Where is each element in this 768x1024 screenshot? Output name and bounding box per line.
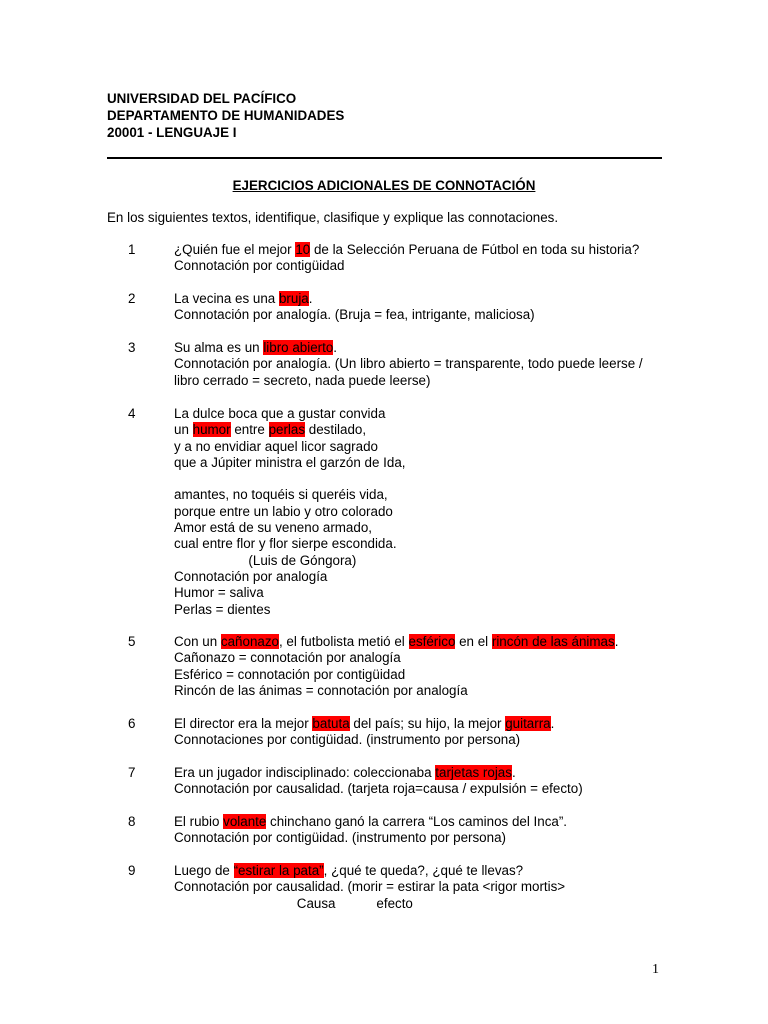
- exercise-line: [174, 471, 674, 487]
- exercise-line: [174, 716, 674, 732]
- instructions: En los siguientes textos, identifique, clasifique y explique las connotaciones.: [107, 210, 559, 225]
- highlighted-term: tarjetas rojas: [435, 765, 512, 780]
- text-segment: Con un: [174, 634, 221, 649]
- exercise-body: [174, 340, 674, 389]
- exercise-line: [174, 439, 674, 455]
- text-segment: Era un jugador indisciplinado: coleccionaba: [174, 765, 436, 780]
- highlighted-term: 10: [295, 242, 311, 257]
- highlighted-term: libro abierto: [263, 340, 334, 355]
- exercise-body: [174, 242, 674, 275]
- exercise-line: [174, 732, 674, 748]
- exercise-line: [174, 683, 674, 699]
- exercise-line: [174, 455, 674, 471]
- text-segment: El rubio: [174, 814, 224, 829]
- text-segment: Luego de: [174, 863, 234, 878]
- text-segment: destilado,: [305, 422, 367, 438]
- text-segment: .: [511, 765, 516, 780]
- exercise-body: [174, 291, 674, 324]
- text-segment: Connotación por causalidad. (morir = estirar la pata <rigor mortis>: [174, 879, 566, 895]
- exercise-line: [174, 340, 674, 356]
- text-segment: , el futbolista metió el: [278, 634, 409, 649]
- exercise-line: [174, 356, 674, 372]
- text-segment: El director era la mejor: [174, 716, 313, 731]
- exercise-line: [174, 307, 674, 323]
- exercise-number: 7: [128, 765, 136, 780]
- text-segment: ¿Quién fue el mejor: [174, 242, 296, 257]
- highlighted-term: rincón de las ánimas: [491, 634, 615, 649]
- exercise-number: 9: [128, 863, 136, 878]
- text-segment: Connotación por contigüidad. (instrumento por persona): [174, 830, 506, 846]
- exercise-line: [174, 422, 674, 438]
- text-segment: .: [308, 291, 313, 306]
- text-segment: Connotación por analogía. (Bruja = fea, intrigante, maliciosa): [174, 307, 535, 323]
- exercise-line: [174, 879, 674, 895]
- exercise-line: [174, 242, 674, 258]
- header-department: DEPARTAMENTO DE HUMANIDADES: [107, 108, 345, 123]
- exercise-body: [174, 634, 674, 699]
- highlighted-term: esférico: [408, 634, 456, 649]
- exercise-line: [174, 863, 674, 879]
- text-segment: .: [550, 716, 555, 731]
- exercise-number: 2: [128, 291, 136, 306]
- exercise-line: [174, 634, 674, 650]
- header-divider: [107, 157, 662, 159]
- text-segment: La dulce boca que a gustar convida: [174, 406, 386, 421]
- exercise-line: [174, 373, 674, 389]
- text-segment: Connotación por analogía: [174, 568, 328, 584]
- exercise-number: 6: [128, 716, 136, 731]
- text-segment: que a Júpiter ministra el garzón de Ida,: [174, 454, 406, 470]
- text-segment: en el: [455, 634, 492, 649]
- text-segment: y a no envidiar aquel licor sagrado: [174, 438, 378, 454]
- exercise-line: [174, 536, 674, 552]
- document-header: [107, 90, 344, 141]
- exercise-line: [174, 830, 674, 846]
- text-segment: Connotación por causalidad. (tarjeta roja=causa / expulsión = efecto): [174, 781, 583, 797]
- exercise-line: [174, 504, 674, 520]
- exercise-body: [174, 716, 674, 749]
- page-number: 1: [652, 962, 659, 977]
- exercise-line: [174, 585, 674, 601]
- exercise-line: [174, 814, 674, 830]
- text-segment: Cañonazo = connotación por analogía: [174, 650, 401, 666]
- exercise-line: [174, 765, 674, 781]
- text-segment: de la Selección Peruana de Fútbol en toda su historia?: [310, 242, 640, 257]
- exercise-line: [174, 487, 674, 503]
- exercise-number: 1: [128, 242, 136, 257]
- text-segment: Amor está de su veneno armado,: [174, 520, 372, 536]
- exercise-number: 4: [128, 406, 136, 421]
- exercise-line: [174, 569, 674, 585]
- exercise-line: [174, 406, 674, 422]
- exercise-number: 8: [128, 814, 136, 829]
- document-title: EJERCICIOS ADICIONALES DE CONNOTACIÓN: [232, 178, 536, 193]
- text-segment: del país; su hijo, la mejor: [349, 716, 506, 731]
- text-segment: Humor = saliva: [174, 585, 264, 601]
- text-segment: Su alma es un: [174, 340, 264, 355]
- exercise-body: [174, 814, 674, 847]
- text-segment: .: [614, 634, 619, 649]
- text-segment: porque entre un labio y otro colorado: [174, 503, 393, 519]
- exercise-number: 3: [128, 340, 136, 355]
- exercise-line: [174, 553, 674, 569]
- highlighted-term: perlas: [268, 422, 306, 438]
- text-segment: La vecina es una: [174, 291, 279, 306]
- exercise-line: [174, 650, 674, 666]
- header-course: 20001 - LENGUAJE I: [107, 125, 237, 140]
- text-segment: un: [174, 422, 193, 438]
- highlighted-term: batuta: [312, 716, 350, 731]
- highlighted-term: guitarra: [505, 716, 551, 731]
- text-segment: Connotación por contigüidad: [174, 258, 345, 274]
- exercise-line: [174, 602, 674, 618]
- exercise-body: [174, 765, 674, 798]
- exercise-body: [174, 863, 674, 912]
- highlighted-term: humor: [192, 422, 231, 438]
- text-segment: .: [333, 340, 338, 355]
- highlighted-term: “estirar la pata”: [233, 863, 324, 878]
- exercise-line: [174, 520, 674, 536]
- text-segment: , ¿qué te queda?, ¿qué te llevas?: [323, 863, 524, 878]
- text-segment: libro cerrado = secreto, nada puede leerse): [174, 372, 431, 388]
- text-segment: (Luis de Góngora): [174, 552, 357, 568]
- text-segment: Causa efecto: [174, 895, 413, 911]
- text-segment: Connotación por analogía. (Un libro abierto = transparente, todo puede leerse /: [174, 356, 643, 372]
- highlighted-term: cañonazo: [220, 634, 279, 649]
- text-segment: Perlas = dientes: [174, 601, 271, 617]
- text-segment: entre: [230, 422, 269, 438]
- exercise-number: 5: [128, 634, 136, 649]
- text-segment: Rincón de las ánimas = connotación por analogía: [174, 682, 468, 698]
- text-segment: Esférico = connotación por contigüidad: [174, 666, 406, 682]
- exercise-line: [174, 896, 674, 912]
- exercise-line: [174, 781, 674, 797]
- exercise-line: [174, 258, 674, 274]
- text-segment: chinchano ganó la carrera “Los caminos del Inca”.: [266, 814, 568, 829]
- text-segment: Connotaciones por contigüidad. (instrumento por persona): [174, 732, 521, 748]
- exercise-line: [174, 667, 674, 683]
- text-segment: amantes, no toquéis si queréis vida,: [174, 487, 388, 503]
- highlighted-term: volante: [223, 814, 267, 829]
- highlighted-term: bruja: [278, 291, 309, 306]
- text-segment: cual entre flor y flor sierpe escondida.: [174, 536, 397, 552]
- exercise-body: [174, 406, 674, 618]
- header-university: UNIVERSIDAD DEL PACÍFICO: [107, 91, 297, 106]
- exercise-line: [174, 291, 674, 307]
